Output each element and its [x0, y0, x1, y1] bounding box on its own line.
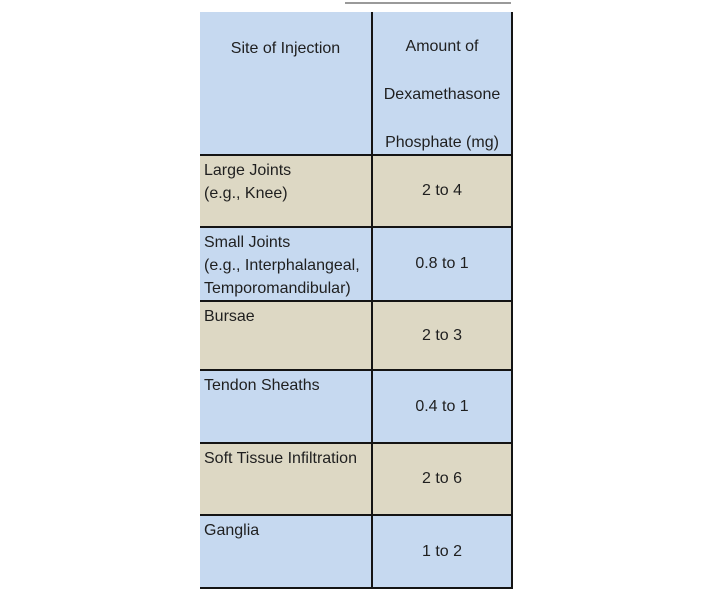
amount-cell: 2 to 3	[372, 301, 512, 370]
dexamethasone-dose-table	[200, 12, 513, 589]
site-cell	[200, 155, 372, 227]
site-line: Temporomandibular)	[204, 280, 351, 297]
cropped-line-artifact	[345, 2, 511, 4]
site-line: Ganglia	[204, 522, 260, 539]
table-row-ganglia	[200, 515, 512, 588]
amount-header-line-1: Amount of	[405, 38, 479, 55]
site-of-injection-header	[200, 12, 372, 155]
site-line: Bursae	[204, 308, 255, 325]
site-cell	[200, 443, 372, 515]
table-row-bursae	[200, 301, 512, 370]
table-row-tendon-sheaths	[200, 370, 512, 443]
site-line: Small Joints	[204, 234, 291, 251]
amount-cell: 0.8 to 1	[372, 227, 512, 301]
site-line: Tendon Sheaths	[204, 377, 320, 394]
amount-cell: 2 to 6	[372, 443, 512, 515]
site-line: Large Joints	[204, 162, 292, 179]
amount-cell: 1 to 2	[372, 515, 512, 588]
amount-header-lines	[373, 12, 511, 151]
amount-cell: 0.4 to 1	[372, 370, 512, 443]
table-row-soft-tissue	[200, 443, 512, 515]
table-header-row	[200, 12, 512, 155]
amount-cell: 2 to 4	[372, 155, 512, 227]
site-cell	[200, 515, 372, 588]
site-cell	[200, 227, 372, 301]
site-line: Soft Tissue Infiltration	[204, 450, 357, 467]
amount-header	[372, 12, 512, 155]
site-cell	[200, 370, 372, 443]
site-header-label: Site of Injection	[230, 40, 341, 57]
table-row-large-joints	[200, 155, 512, 227]
site-line: (e.g., Knee)	[204, 185, 288, 202]
amount-header-line-3: Phosphate (mg)	[385, 134, 499, 151]
site-line: (e.g., Interphalangeal,	[204, 257, 360, 274]
table-row-small-joints	[200, 227, 512, 301]
amount-header-line-2: Dexamethasone	[383, 86, 501, 103]
site-cell	[200, 301, 372, 370]
